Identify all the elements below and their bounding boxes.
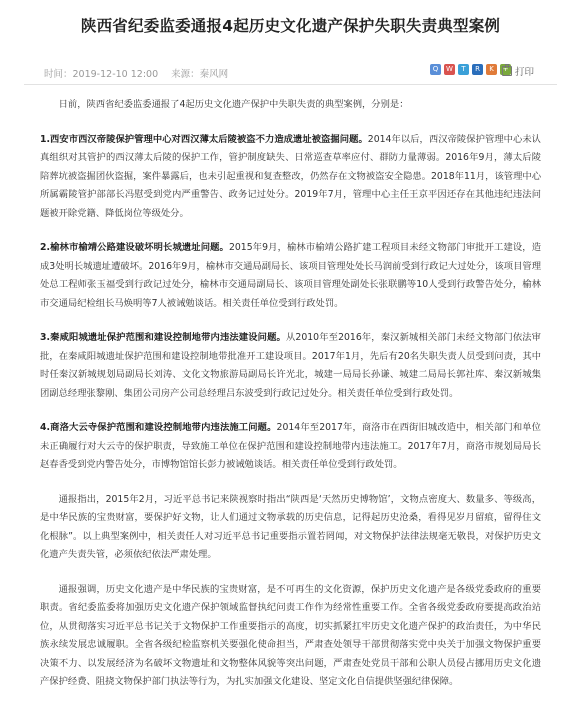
notice-paragraph: 通报指出，2015年2月，习近平总书记来陕视察时指出“陕西是‘天然历史博物馆’，文物点密度大、数量多、等级高，是中华民族的宝贵财富，要保护好文物，让人们通过文物承载的历史信息，记得起历史沧桑，看得见岁月留痕，留得住文化根脉”。以上典型案例中，相关责任人对习近平总书记重要指示置若罔闻，对文物保护法律法规毫无敬畏，对保护历史文化遗产失责失管，必须依纪依法严肃处理。 [40,493,541,560]
article-source: 来源：秦风网 [171,69,229,80]
share-bar [430,64,511,75]
renren-icon[interactable]: R [472,64,483,75]
printer-icon [502,66,512,76]
intro-paragraph: 日前，陕西省纪委监委通报了4起历史文化遗产保护中失职失责的典型案例，分别是： [58,99,409,110]
tencent-weibo-icon[interactable]: T [458,64,469,75]
emphasis-paragraph: 通报强调，历史文化遗产是中华民族的宝贵财富，是不可再生的文化资源，保护历史文化遗产是各级党委政府的重要职责。省纪委监委将加强历史文化遗产保护领域监督执纪问责工作作为经常性重要工作。全省各级党委政府要提高政治站位，从贯彻落实习近平总书记关于文物保护工作重要指示的高度，切实抓紧扛牢历史文化遗产保护的政治责任，为中华民族永续发展忠诚履职。全省各级纪检监察机关要强化使命担当，严肃查处领导干部贯彻落实党中央关于加强文物保护重要决策不力、以发展经济为名破坏文物遗址和文物整体风貌等突出问题，严肃查处党员干部和公职人员侵占挪用历史文化遗产保护经费、阻挠文物保护部门执法等行为，为扎实加强文化建设、坚定文化自信提供坚强纪律保障。 [40,583,541,687]
article-meta [44,66,238,80]
more-share-icon[interactable]: + [500,64,511,75]
case-paragraph-3 [40,329,541,403]
qzone-icon[interactable]: Q [430,64,441,75]
case-text: 从2010年至2016年，秦汉新城相关部门未经文物部门依法审批，在秦咸阳城遗址保护范围和建设控制地带批准开工建设项目。2017年1月，先后有20名失职失责人员受到问责，其中时任秦汉新城规划局副局长刘涛、文化文物旅游局副局长许光北，城建一局局长孙谦、城建二局局长郭社库、秦汉新城集团副总经理张黎刚、集团公司房产公司总经理吕东波受到行政记过处分。相关责任单位受到行政处罚。 [40,332,541,399]
case-text: 2014年至2017年，商洛市在西街旧城改造中，相关部门和单位未正确履行对大云寺的保护职责，导致施工单位在保护范围和建设控制地带内违法施工。2017年7月，商洛市规划局局长赵春香受到党内警告处分，市博物馆馆长彭力被诫勉谈话。相关责任单位受到行政处罚。 [40,422,541,470]
kaixin-icon[interactable]: K [486,64,497,75]
case-heading: 2.榆林市榆靖公路建设破坏明长城遗址问题。 [40,242,229,253]
case-heading: 1.西安市西汉帝陵保护管理中心对西汉薄太后陵被盗不力造成遗址被盗掘问题。 [40,133,368,145]
article-title: 陕西省纪委监委通报4起历史文化遗产保护失职失责典型案例 [80,17,501,35]
weibo-icon[interactable]: W [444,64,455,75]
print-button[interactable] [502,64,534,78]
print-label: 打印 [515,67,535,78]
case-paragraph-4 [40,419,541,475]
case-text: 2014年以后，西汉帝陵保护管理中心未认真组织对其管护的西汉薄太后陵的保护工作，管护制度缺失、日常巡查草率应付、群防力量薄弱。2016年9月，薄太后陵陪葬坑被盗掘团伙盗掘，案件暴露后，也未引起重视和复查整改，仍然存在文物被盗安全隐患。2018年11月，该管理中心所属霸陵管护部部长冯慰受到党内严重警告、政务记过处分。2019年7月，管理中心主任王京平因还存在其他违纪违法问题被开除党籍、降低岗位等级处分。 [40,133,541,219]
publish-time: 时间：2019-12-10 12:00 [44,69,159,80]
header-divider [24,84,557,85]
case-heading: 3.秦咸阳城遗址保护范围和建设控制地带内违法建设问题。 [40,332,286,343]
case-paragraph-2 [40,239,541,313]
case-paragraph-1 [40,131,541,224]
case-heading: 4.商洛大云寺保护范围和建设控制地带内违法施工问题。 [40,422,277,433]
case-text: 2015年9月，榆林市榆靖公路扩建工程项目未经文物部门审批开工建设，造成3处明长城遗址遭破坏。2016年9月，榆林市交通局副局长、该项目管理处处长马润前受到行政记大过处分，该项目管理处总工程师张玉福受到行政记过处分，榆林市交通局副局长、该项目管理处副处长张联鹏等10人受到行政警告处分，榆林市交通局纪检组长马焕明等7人被诫勉谈话。相关责任单位受到行政处罚。 [40,242,541,309]
article-body [40,96,541,708]
